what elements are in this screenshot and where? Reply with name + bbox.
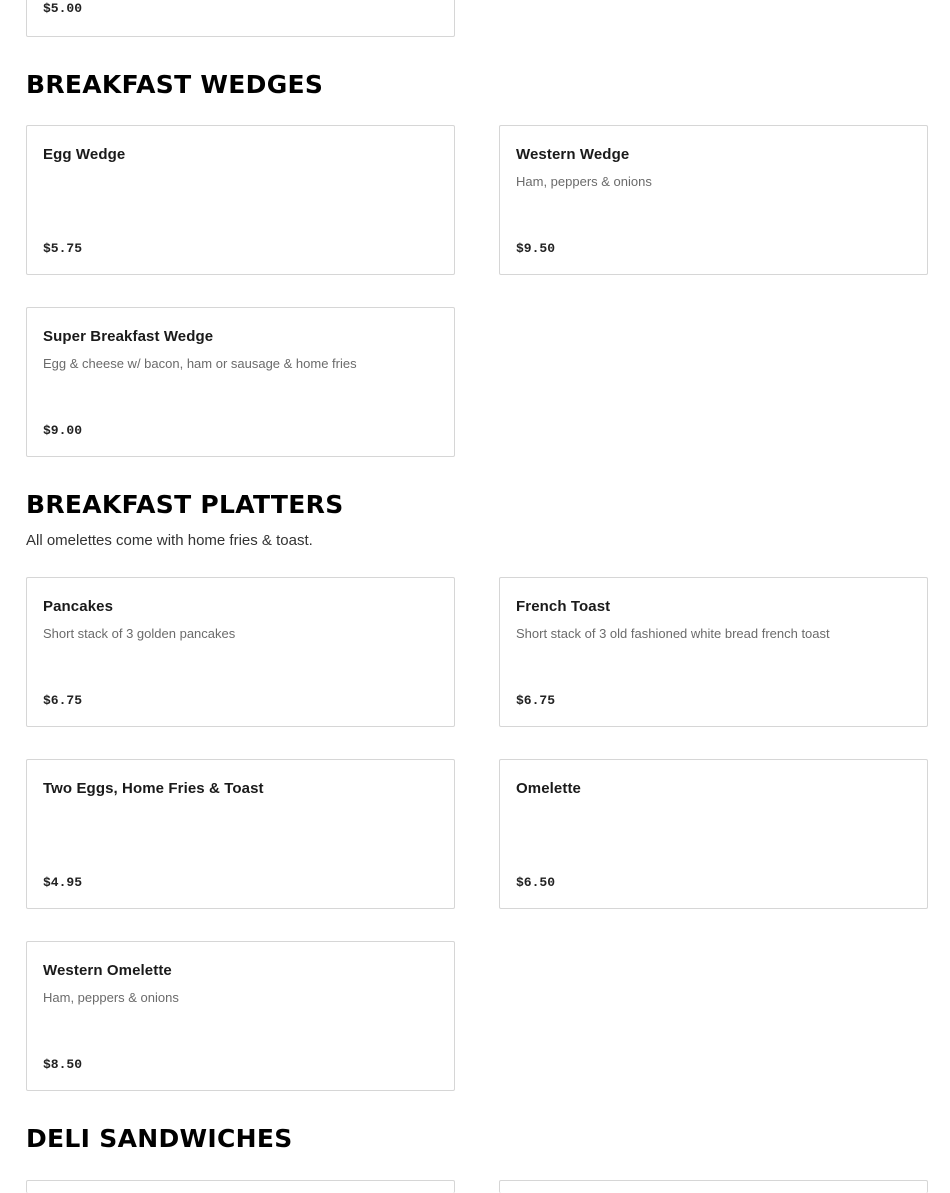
- item-price: $6.50: [516, 875, 556, 890]
- menu-item-western-wedge[interactable]: [499, 125, 928, 275]
- menu-item-super-breakfast-wedge[interactable]: [26, 307, 455, 457]
- item-name: French Toast: [516, 598, 611, 615]
- item-price: $6.75: [516, 693, 556, 708]
- menu-item-card[interactable]: [26, 1180, 455, 1193]
- item-name: Super Breakfast Wedge: [43, 328, 214, 345]
- item-name: Two Eggs, Home Fries & Toast: [43, 780, 264, 797]
- item-price: $5.00: [43, 1, 83, 16]
- section-title-breakfast-wedges: BREAKFAST WEDGES: [26, 70, 324, 99]
- item-price: $6.75: [43, 693, 83, 708]
- item-price: $4.95: [43, 875, 83, 890]
- item-price: $8.50: [43, 1057, 83, 1072]
- item-price: $5.75: [43, 241, 83, 256]
- item-description: Short stack of 3 golden pancakes: [43, 626, 236, 641]
- menu-item-egg-wedge[interactable]: [26, 125, 455, 275]
- menu-item-omelette[interactable]: [499, 759, 928, 909]
- item-name: Egg Wedge: [43, 146, 126, 163]
- item-name: Western Wedge: [516, 146, 630, 163]
- menu-item-pancakes[interactable]: [26, 577, 455, 727]
- menu-item-two-eggs[interactable]: [26, 759, 455, 909]
- menu-item-western-omelette[interactable]: [26, 941, 455, 1091]
- menu-item-card[interactable]: [499, 1180, 928, 1193]
- section-title-breakfast-platters: BREAKFAST PLATTERS: [26, 490, 344, 519]
- menu-item-french-toast[interactable]: [499, 577, 928, 727]
- section-title-deli-sandwiches: DELI SANDWICHES: [26, 1124, 293, 1153]
- item-description: Ham, peppers & onions: [43, 990, 179, 1005]
- item-name: Omelette: [516, 780, 581, 797]
- item-price: $9.00: [43, 423, 83, 438]
- item-description: Egg & cheese w/ bacon, ham or sausage & home fries: [43, 356, 357, 371]
- menu-item-card[interactable]: [26, 0, 455, 37]
- item-description: Short stack of 3 old fashioned white bread french toast: [516, 626, 830, 641]
- item-name: Pancakes: [43, 598, 114, 615]
- item-name: Western Omelette: [43, 962, 172, 979]
- item-description: Ham, peppers & onions: [516, 174, 652, 189]
- section-note: All omelettes come with home fries & toast.: [26, 532, 313, 549]
- item-price: $9.50: [516, 241, 556, 256]
